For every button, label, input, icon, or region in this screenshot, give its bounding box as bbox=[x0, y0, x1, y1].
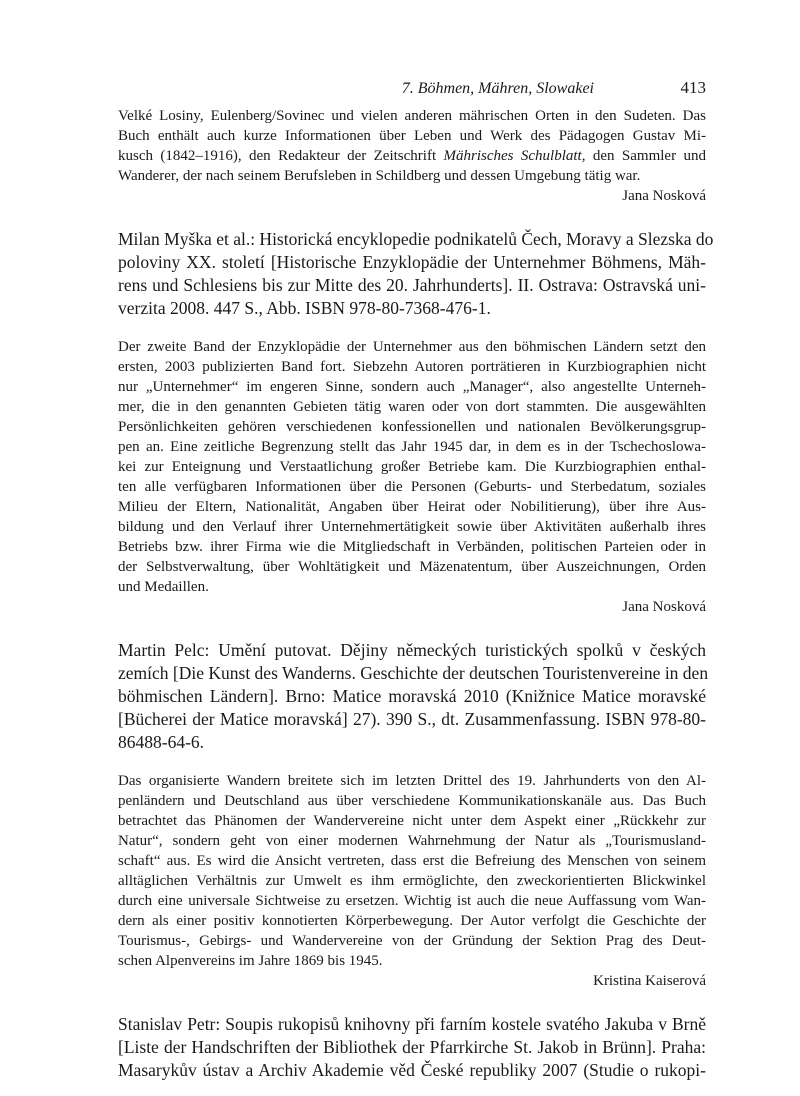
reviewer-signature: Kristina Kaiserová bbox=[593, 973, 706, 989]
heading-line: poloviny XX. století [Historische Enzyklopädie der Unternehmer Böhmens, Mäh- bbox=[118, 252, 706, 272]
heading-line: Masarykův ústav a Archiv Akademie věd České republiky 2007 (Studie o rukopi- bbox=[118, 1060, 706, 1080]
heading-line: rens und Schlesiens bis zur Mitte des 20. Jahrhunderts]. II. Ostrava: Ostravská uni- bbox=[118, 275, 706, 295]
body-line: kusch (1842–1916), den Redakteur der Zeitschrift Mährisches Schulblatt, den Sammler und bbox=[118, 148, 706, 164]
reviewer-signature: Jana Nosková bbox=[622, 599, 706, 615]
body-line: penländern und Deutschland aus über verschiedene Kommunikationskanäle aus. Das Buch bbox=[118, 793, 706, 809]
bibliographic-heading bbox=[118, 639, 709, 754]
body-line: schaft“ aus. Es wird die Ansicht vertreten, dass erst die Befreiung des Menschen von seinem bbox=[118, 853, 706, 869]
bibliographic-heading bbox=[118, 1013, 706, 1082]
running-header bbox=[118, 74, 706, 102]
body-line: bildung und den Verlauf ihrer Unternehmertätigkeit sowie über Aktivitäten außerhalb ihres bbox=[118, 519, 706, 535]
page-number: 413 bbox=[680, 78, 706, 97]
bibliographic-heading bbox=[118, 228, 714, 320]
body-line: der Selbstverwaltung, über Wohltätigkeit und Mäzenatentum, über Auszeichnungen, Orden bbox=[118, 559, 706, 575]
heading-line: Stanislav Petr: Soupis rukopisů knihovny při farním kostele svatého Jakuba v Brně bbox=[118, 1014, 706, 1034]
reviewer-signature: Jana Nosková bbox=[622, 188, 706, 204]
body-line: betrachtet das Phänomen der Wandervereine nicht unter dem Aspekt einer „Rückkehr zur bbox=[118, 813, 706, 829]
body-line: ten alle verfügbaren Informationen über die Personen (Geburts- und Sterbedatum, soziales bbox=[118, 479, 706, 495]
body-line: schen Alpenvereins im Jahre 1869 bis 1945. bbox=[118, 953, 383, 969]
heading-line: Milan Myška et al.: Historická encyklopedie podnikatelů Čech, Moravy a Slezska do bbox=[118, 229, 714, 249]
running-title: 7. Böhmen, Mähren, Slowakei bbox=[401, 80, 594, 97]
book-page bbox=[118, 74, 714, 1082]
body-line: nur „Unternehmer“ im engeren Sinne, sondern auch „Manager“, also angestellte Unterneh- bbox=[118, 379, 706, 395]
review-body bbox=[118, 337, 706, 597]
body-line: Natur“, sondern geht von einer modernen Wahrnehmung der Natur als „Tourismusland- bbox=[118, 833, 706, 849]
heading-line: Martin Pelc: Umění putovat. Dějiny německých turistických spolků v českých bbox=[118, 640, 706, 660]
body-line: Das organisierte Wandern breitete sich im letzten Drittel des 19. Jahrhunderts von den Al- bbox=[118, 773, 706, 789]
review-body-continuation bbox=[118, 106, 706, 186]
heading-line: böhmischen Ländern]. Brno: Matice moravská 2010 (Knižnice Matice moravské bbox=[118, 686, 706, 706]
body-line: Velké Losiny, Eulenberg/Sovinec und vielen anderen mährischen Orten in den Sudeten. Das bbox=[118, 108, 706, 124]
heading-line: zemích [Die Kunst des Wanderns. Geschichte der deutschen Touristenvereine in den bbox=[118, 663, 709, 683]
body-line: dern als einer positiv konnotierten Körperbewegung. Der Autor verfolgt die Geschichte der bbox=[118, 913, 706, 929]
body-line: Wanderer, der nach seinem Berufsleben in Schildberg und dessen Umgebung tätig war. bbox=[118, 168, 641, 184]
body-line: ersten, 2003 publizierten Band fort. Siebzehn Autoren porträtieren in Kurzbiographien nicht bbox=[118, 359, 706, 375]
body-line: Persönlichkeiten gehören verschiedenen konfessionellen und nationalen Bevölkerungsgrup- bbox=[118, 419, 706, 435]
body-line: alltäglichen Verhältnis zur Umwelt es ihm ermöglichte, den zweckorientierten Blickwinkel bbox=[118, 873, 706, 889]
review-body bbox=[118, 771, 706, 971]
journal-title: Mährisches Schulblatt bbox=[443, 148, 582, 164]
body-line: mer, die in den genannten Gebieten tätig waren oder von dort stammten. Die ausgewählten bbox=[118, 399, 706, 415]
heading-line: [Bücherei der Matice moravská] 27). 390 S., dt. Zusammenfassung. ISBN 978-80- bbox=[118, 709, 706, 729]
body-line: Buch enthält auch kurze Informationen über Leben und Werk des Pädagogen Gustav Mi- bbox=[118, 128, 706, 144]
body-line: Der zweite Band der Enzyklopädie der Unternehmer aus den böhmischen Ländern setzt den bbox=[118, 339, 706, 355]
body-line: Betriebs bzw. ihrer Firma wie die Mitgliedschaft in Verbänden, politischen Parteien oder in bbox=[118, 539, 706, 555]
body-line: kei zur Enteignung und Verstaatlichung großer Betriebe kam. Die Kurzbiographien enthal- bbox=[118, 459, 706, 475]
body-line: und Medaillen. bbox=[118, 579, 209, 595]
body-line: Milieu der Eltern, Nationalität, Angaben über Heirat oder Nobilitierung), über ihre Aus- bbox=[118, 499, 706, 515]
body-line: durch eine universale Sichtweise zu ersetzen. Wichtig ist auch die neue Auffassung vom Wan- bbox=[118, 893, 706, 909]
body-line: pen an. Eine zeitliche Begrenzung stellt das Jahr 1945 dar, in dem es in der Tschechoslowa- bbox=[118, 439, 706, 455]
body-line: Tourismus-, Gebirgs- und Wandervereine von der Gründung der Sektion Prag des Deut- bbox=[118, 933, 706, 949]
heading-line: verzita 2008. 447 S., Abb. ISBN 978-80-7368-476-1. bbox=[118, 298, 491, 318]
heading-line: 86488-64-6. bbox=[118, 732, 205, 752]
heading-line: [Liste der Handschriften der Bibliothek der Pfarrkirche St. Jakob in Brünn]. Praha: bbox=[118, 1037, 706, 1057]
